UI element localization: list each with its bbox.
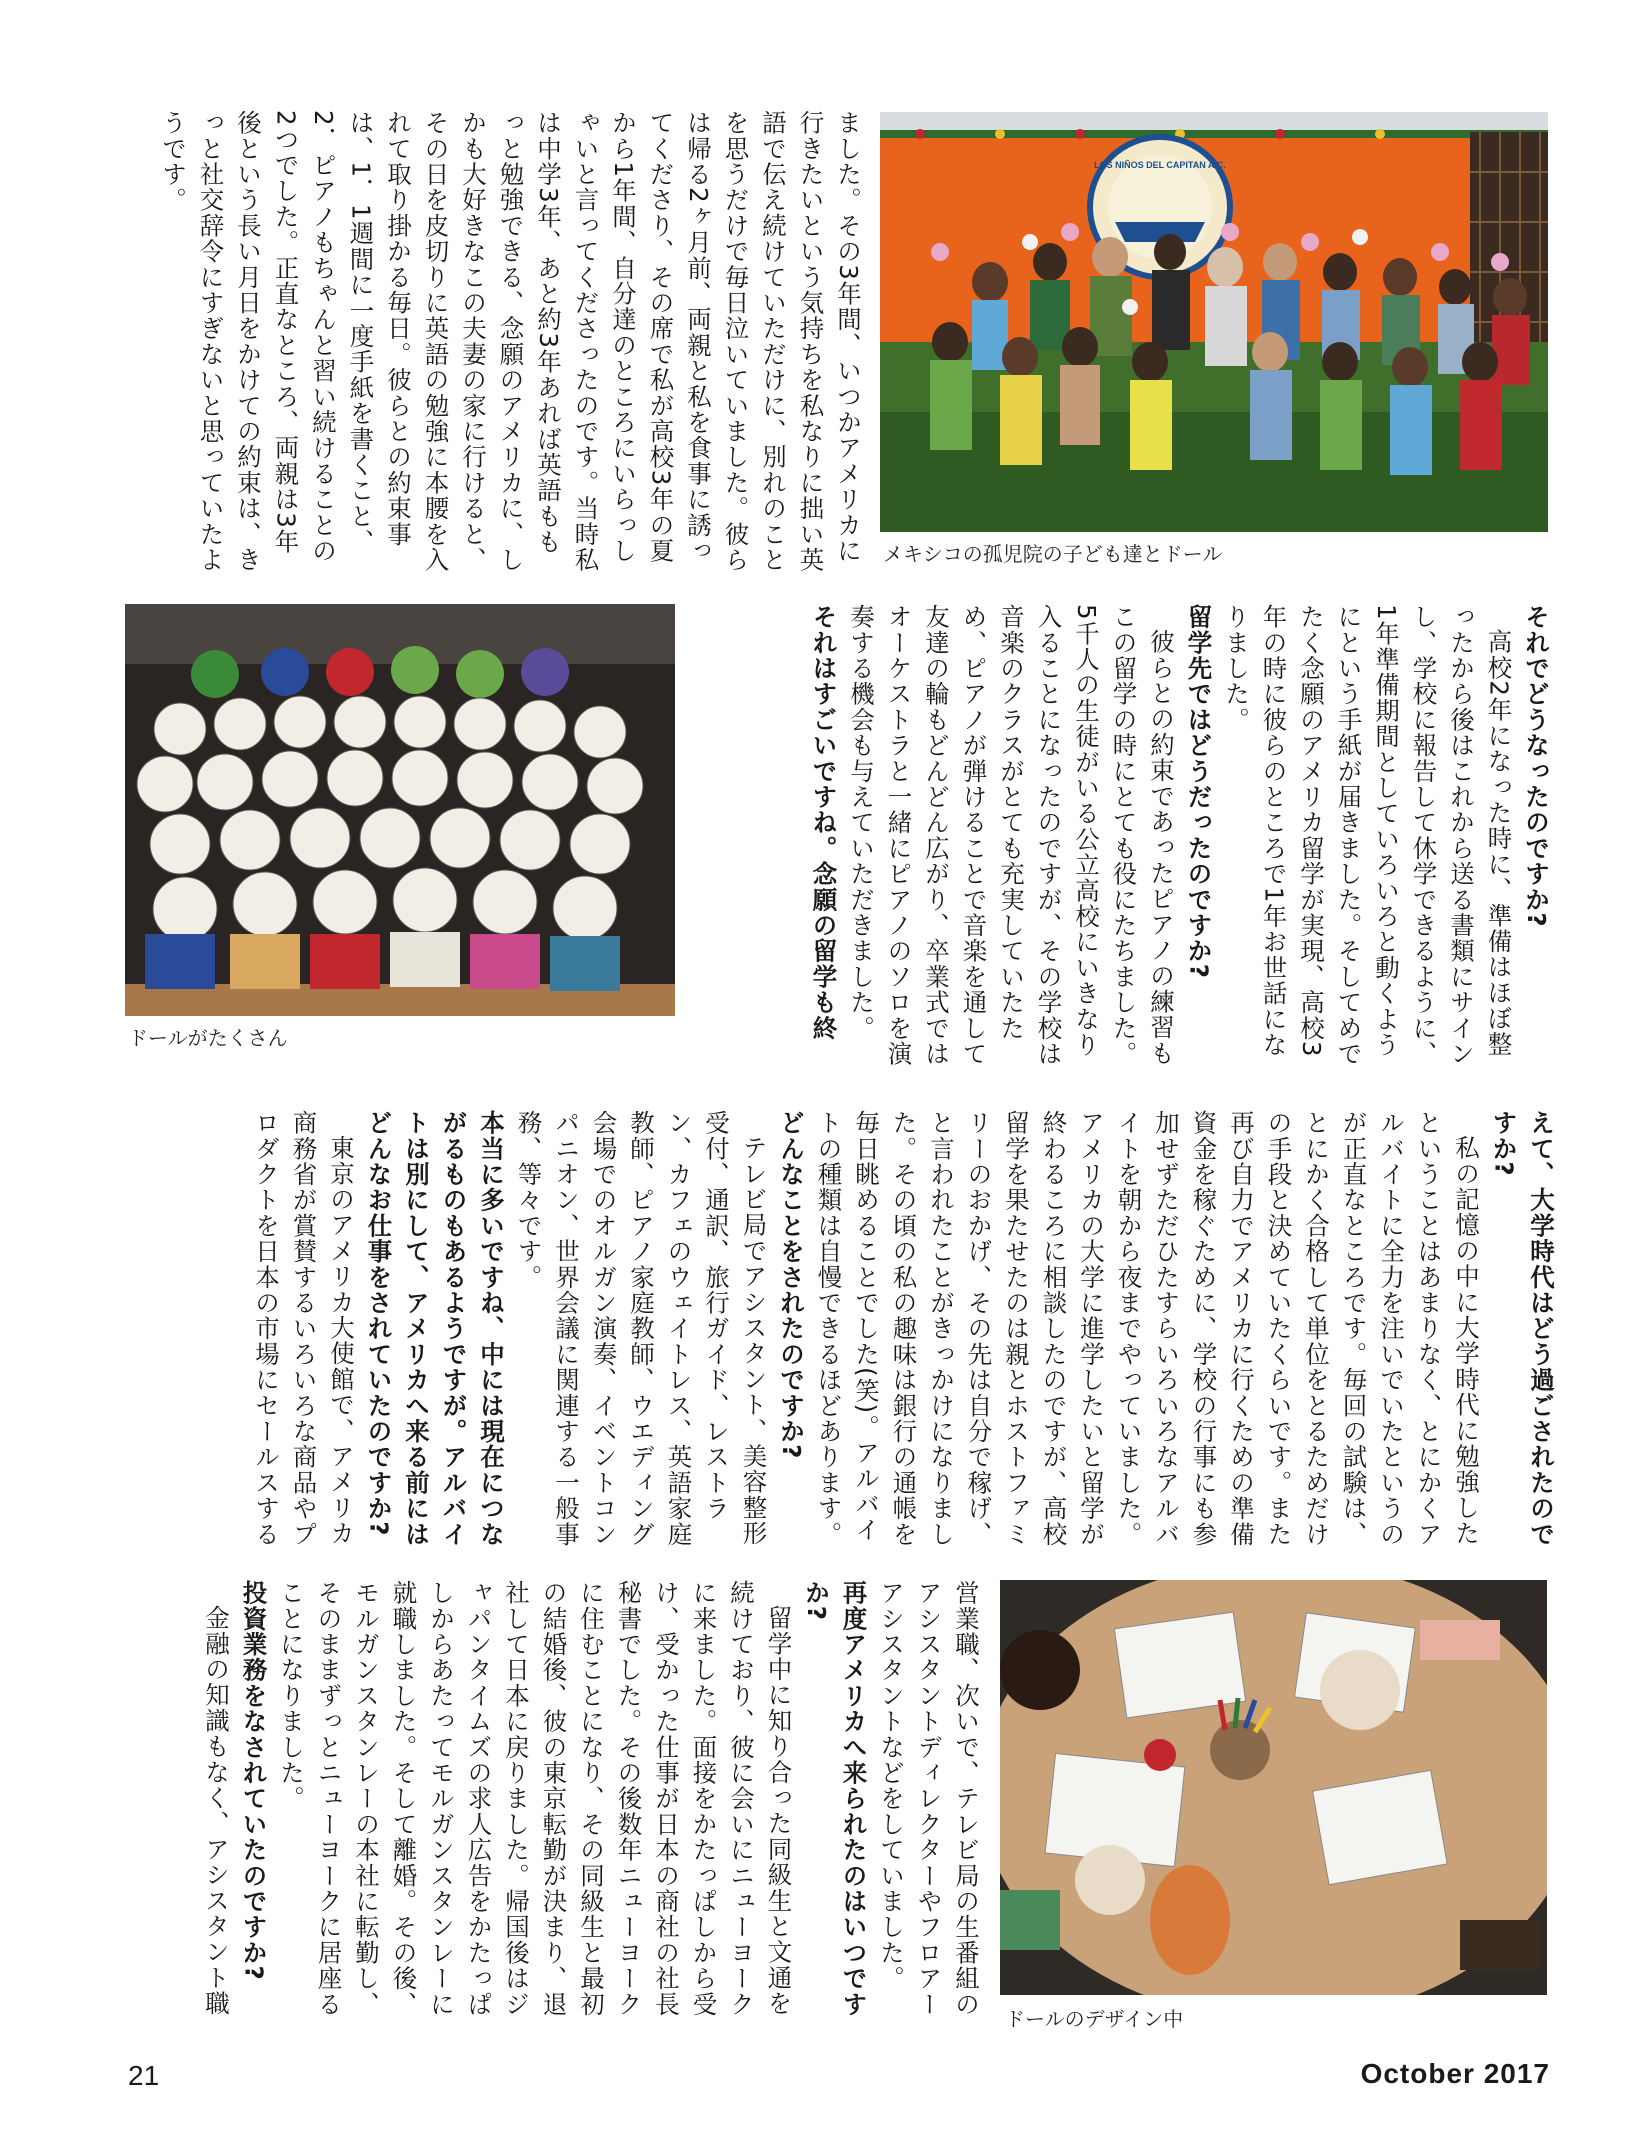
- question-heading: それはすごいですね。念願の留学も終: [809, 604, 839, 1041]
- question-heading: どんなことをされたのですか?: [777, 1110, 806, 1460]
- paragraph: 営業職、次いで、テレビ局の生番組のアシスタントディレクターやフロアーアシスタントなどをしていました。: [877, 1580, 981, 2017]
- paragraph: 東京のアメリカ大使館で、アメリカ商務省が賞賛するいろいろな商品やプロダクトを日本の市場にセールスする: [252, 1110, 356, 1547]
- article-column-a: [125, 110, 867, 580]
- paragraph: 私の記憶の中に大学時代に勉強したということはあまりなく、とにかくアルバイトに全力を注いでいたというのが正直なところです。毎回の試験は、とにかく合格して単位をとるためだけの手段と決めていたくらいです。また再び自力でアメリカに行くための準備資金を稼ぐために、学校の行事にも参加せずただひたすらいろいろなアルバイトを朝から夜までやっていました。アメリカの大学に進学したいと留学が終わるころに相談したのですが、高校留学を果たせたのは親とホストファミリーのおかげ、その先は自分で稼げ、と言われたことがきっかけになりました。その頃の私の趣味は銀行の通帳を毎日眺めることでした(笑)。アルバイトの種類は自慢できるほどあります。: [814, 1110, 1481, 1547]
- doll-design-photo: [1000, 1580, 1547, 1995]
- paragraph: 金融の知識もなく、アシスタント職: [202, 1604, 231, 2016]
- paragraph: 彼らとの約束であったピアノの練習もこの留学の時にとても役にたちました。5千人の生徒がいる公立高校にいきなり入ることになったのですが、その学校は音楽のクラスがとても充実していたため、ピアノが弾けることで音楽を通して友達の輪もどんどん広がり、卒業式ではオーケストラと一緒にピアノのソロを演奏する機会も与えていただきました。: [847, 604, 1176, 1067]
- orphanage-photo-caption: メキシコの孤児院の子ども達とドール: [883, 542, 1223, 566]
- paragraph: 留学中に知り合った同級生と文通を続けており、彼に会いにニューヨークに来ました。面接をかたっぱしから受け、受かった仕事が日本の商社の社長秘書でした。その後数年ニューヨークに住むことになり、その同級生と最初の結婚後、彼の東京転勤が決まり、退社して日本に戻りました。帰国後はジャパンタイムズの求人広告をかたっぱしからあたってモルガンスタンレーに就職しました。そして離婚。その後、モルガンスタンレーの本社に転勤し、そのままずっとニューヨークに居座ることになりました。: [277, 1580, 794, 2017]
- dolls-photo-caption: ドールがたくさん: [128, 1026, 288, 1050]
- question-heading: えて、大学時代はどう過ごされたのですか?: [1489, 1110, 1556, 1547]
- issue-date: October 2017: [1360, 2058, 1550, 2089]
- article-column-c: [120, 1110, 1560, 1550]
- dolls-photo: [125, 604, 675, 1016]
- question-heading: 本当に多いですね、中には現在につながるものもあるようですが。アルバイトは別にして、アメリカへ来る前にはどんなお仕事をされていたのですか?: [364, 1110, 506, 1547]
- orphanage-sign-text: LOS NIÑOS DEL CAPITAN A.C.: [1094, 160, 1226, 170]
- question-heading: 再度アメリカへ来られたのはいつですか?: [802, 1580, 869, 2017]
- article-column-b: [690, 604, 1555, 1074]
- question-heading: 投資業務をなされていたのですか?: [239, 1580, 269, 1981]
- orphanage-photo: [880, 112, 1548, 532]
- doll-design-photo-caption: ドールのデザイン中: [1005, 2007, 1184, 2031]
- question-heading: 留学先ではどうだったのですか?: [1184, 604, 1214, 980]
- paragraph: テレビ局でアシスタント、美容整形受付、通訳、旅行ガイド、レストラン、カフェのウェイトレス、英語家庭教師、ピアノ家庭教師、ウエディング会場でのオルガン演奏、イベントコンパニオン、世界会議に関連する一般事務、等々です。: [514, 1110, 769, 1547]
- page-number: 21: [128, 2060, 160, 2091]
- paragraph: 高校2年になった時に、準備はほぼ整ったから後はこれから送る書類にサインし、学校に報告して休学できるように、1年準備期間としていろいろと動くようにという手紙が届きました。そしてめでたく念願のアメリカ留学が実現、高校3年の時に彼らのところで1年お世話になりました。: [1222, 604, 1514, 1067]
- paragraph: ました。その3年間、いつかアメリカに行きたいという気持ちを私なりに拙い英語で伝え続けていただけに、別れのことを思うだけで毎日泣いていました。彼らは帰る2ヶ月前、両親と私を食事に誘ってくださり、その席で私が高校3年の夏から1年間、自分達のところにいらっしゃいと言ってくださったのです。当時私は中学3年、あと約3年あれば英語ももっと勉強できる、念願のアメリカに、しかも大好きなこの夫妻の家に行けると、その日を皮切りに英語の勉強に本腰を入れて取り掛かる毎日。彼らとの約束事は、1．1週間に一度手紙を書くこと、2．ピアノもちゃんと習い続けることの2つでした。正直なところ、両親は3年後という長い月日をかけての約束は、きっと社交辞令にすぎないと思っていたようです。: [159, 110, 863, 573]
- article-column-d: [120, 1580, 985, 2025]
- question-heading: それでどうなったのですか?: [1522, 604, 1551, 928]
